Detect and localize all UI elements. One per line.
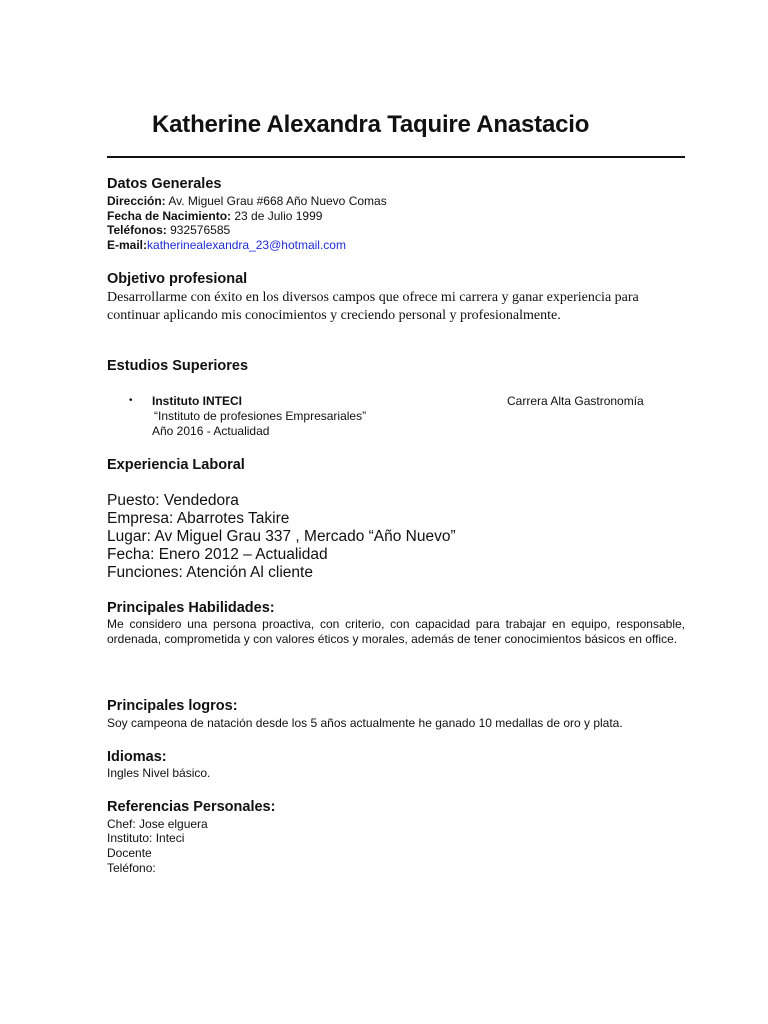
career-name: Carrera Alta Gastronomía [507,394,644,408]
nacimiento-label: Fecha de Nacimiento: [107,209,232,223]
objetivo-line-1: Desarrollarme con éxito en los diversos campos que ofrece mi carrera y ganar experiencia para [107,290,639,305]
nacimiento-value: 23 de Julio 1999 [231,209,323,223]
nacimiento-line [107,209,322,224]
habilidades-text: Me considero una persona proactiva, con criterio, con capacidad para trabajar en equipo, responsable, ordenada, comprometida y con valores éticos y morales, además de tener conocimientos básicos en office. [107,617,685,646]
exp-funciones: Funciones: Atención Al cliente [107,564,313,581]
bullet-icon: • [129,395,133,406]
exp-fecha: Fecha: Enero 2012 – Actualidad [107,546,328,563]
experiencia-heading: Experiencia Laboral [107,457,245,473]
datos-generales-heading: Datos Generales [107,176,222,192]
exp-puesto: Puesto: Vendedora [107,492,239,509]
logros-text: Soy campeona de natación desde los 5 años actualmente he ganado 10 medallas de oro y plata. [107,716,623,730]
candidate-name: Katherine Alexandra Taquire Anastacio [152,111,590,138]
exp-lugar: Lugar: Av Miguel Grau 337 , Mercado “Año Nuevo” [107,528,456,545]
telefonos-value: 932576585 [166,223,231,237]
logros-heading: Principales logros: [107,698,238,714]
objetivo-line-2: continuar aplicando mis conocimientos y creciendo personal y profesionalmente. [107,308,561,323]
ref-docente: Docente [107,846,152,860]
habilidades-heading: Principales Habilidades: [107,600,275,616]
direccion-label: Dirección: [107,194,166,208]
idiomas-text: Ingles Nivel básico. [107,766,211,780]
direccion-line [107,194,387,209]
telefonos-label: Teléfonos: [107,223,167,237]
ref-telefono: Teléfono: [107,861,156,875]
study-period: Año 2016 - Actualidad [152,424,270,438]
idiomas-heading: Idiomas: [107,749,167,765]
ref-instituto: Instituto: Inteci [107,831,185,845]
ref-chef: Chef: Jose elguera [107,817,208,831]
title-underline [107,156,685,158]
objetivo-heading: Objetivo profesional [107,271,248,287]
referencias-heading: Referencias Personales: [107,799,276,815]
institute-full-name: “Instituto de profesiones Empresariales” [154,409,367,423]
telefonos-line [107,223,230,238]
email-label: E-mail: [107,238,148,252]
email-line [107,238,346,253]
institute-name: Instituto INTECI [152,394,242,408]
exp-empresa: Empresa: Abarrotes Takire [107,510,290,527]
estudios-heading: Estudios Superiores [107,358,249,374]
direccion-value: Av. Miguel Grau #668 Año Nuevo Comas [165,194,387,208]
email-link[interactable]: katherinealexandra_23@hotmail.com [147,238,346,252]
